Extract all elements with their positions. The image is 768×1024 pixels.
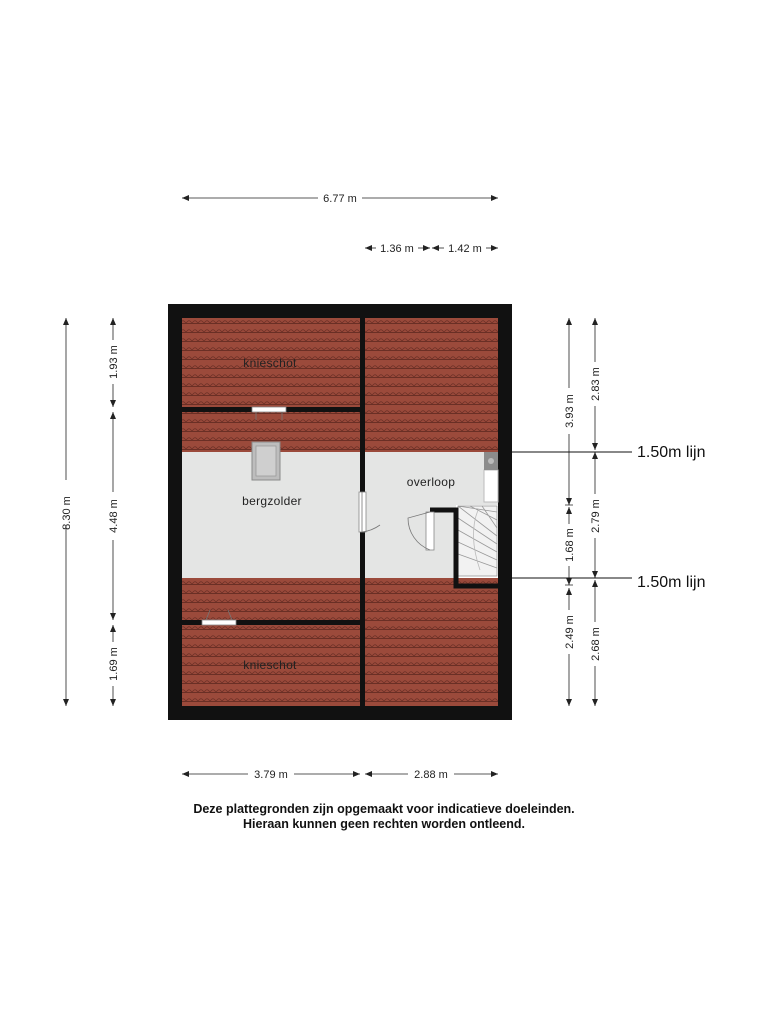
disclaimer-line-2: Hieraan kunnen geen rechten worden ontleend. [243, 817, 525, 831]
dim-bottom-right: 2.88 m [414, 769, 448, 781]
roof-area-right-bottom [365, 578, 498, 706]
roof-window [252, 442, 280, 480]
label-knieschot-bottom: knieschot [243, 658, 297, 672]
dim-right-inner-top: 3.93 m [564, 394, 576, 428]
dim-top-right-part: 1.42 m [448, 243, 482, 255]
central-wall-upper [360, 318, 365, 492]
dim-top-total: 6.77 m [323, 193, 357, 205]
dim-top-left-part: 1.36 m [380, 243, 414, 255]
label-overloop: overloop [406, 475, 456, 489]
boiler-unit [484, 452, 498, 470]
label-height-line-lower: 1.50m lijn [637, 574, 706, 591]
dim-left-total: 8.30 m [61, 496, 73, 530]
dim-right-outer-bottom: 2.68 m [590, 627, 602, 661]
roof-area-left-top [182, 318, 360, 452]
roof-area-right-top [365, 318, 498, 452]
roof-area-left-bottom [182, 578, 360, 706]
label-knieschot-top: knieschot [243, 356, 297, 370]
dim-right-outer-top: 2.83 m [590, 367, 602, 401]
dim-right-inner-bottom: 2.49 m [564, 615, 576, 649]
dim-bottom-left: 3.79 m [254, 769, 288, 781]
dim-left-top: 1.93 m [108, 345, 120, 379]
dim-left-middle: 4.48 m [108, 499, 120, 533]
dim-right-outer-middle: 2.79 m [590, 499, 602, 533]
dim-left-bottom: 1.69 m [108, 647, 120, 681]
central-wall-lower [360, 532, 365, 706]
stair-railing [484, 470, 498, 502]
label-height-line-upper: 1.50m lijn [637, 444, 706, 461]
disclaimer-line-1: Deze plattegronden zijn opgemaakt voor indicatieve doeleinden. [193, 802, 575, 816]
label-bergzolder: bergzolder [242, 494, 302, 508]
staircase [458, 506, 497, 576]
disclaimer [0, 802, 768, 832]
dim-right-inner-middle: 1.68 m [564, 528, 576, 562]
